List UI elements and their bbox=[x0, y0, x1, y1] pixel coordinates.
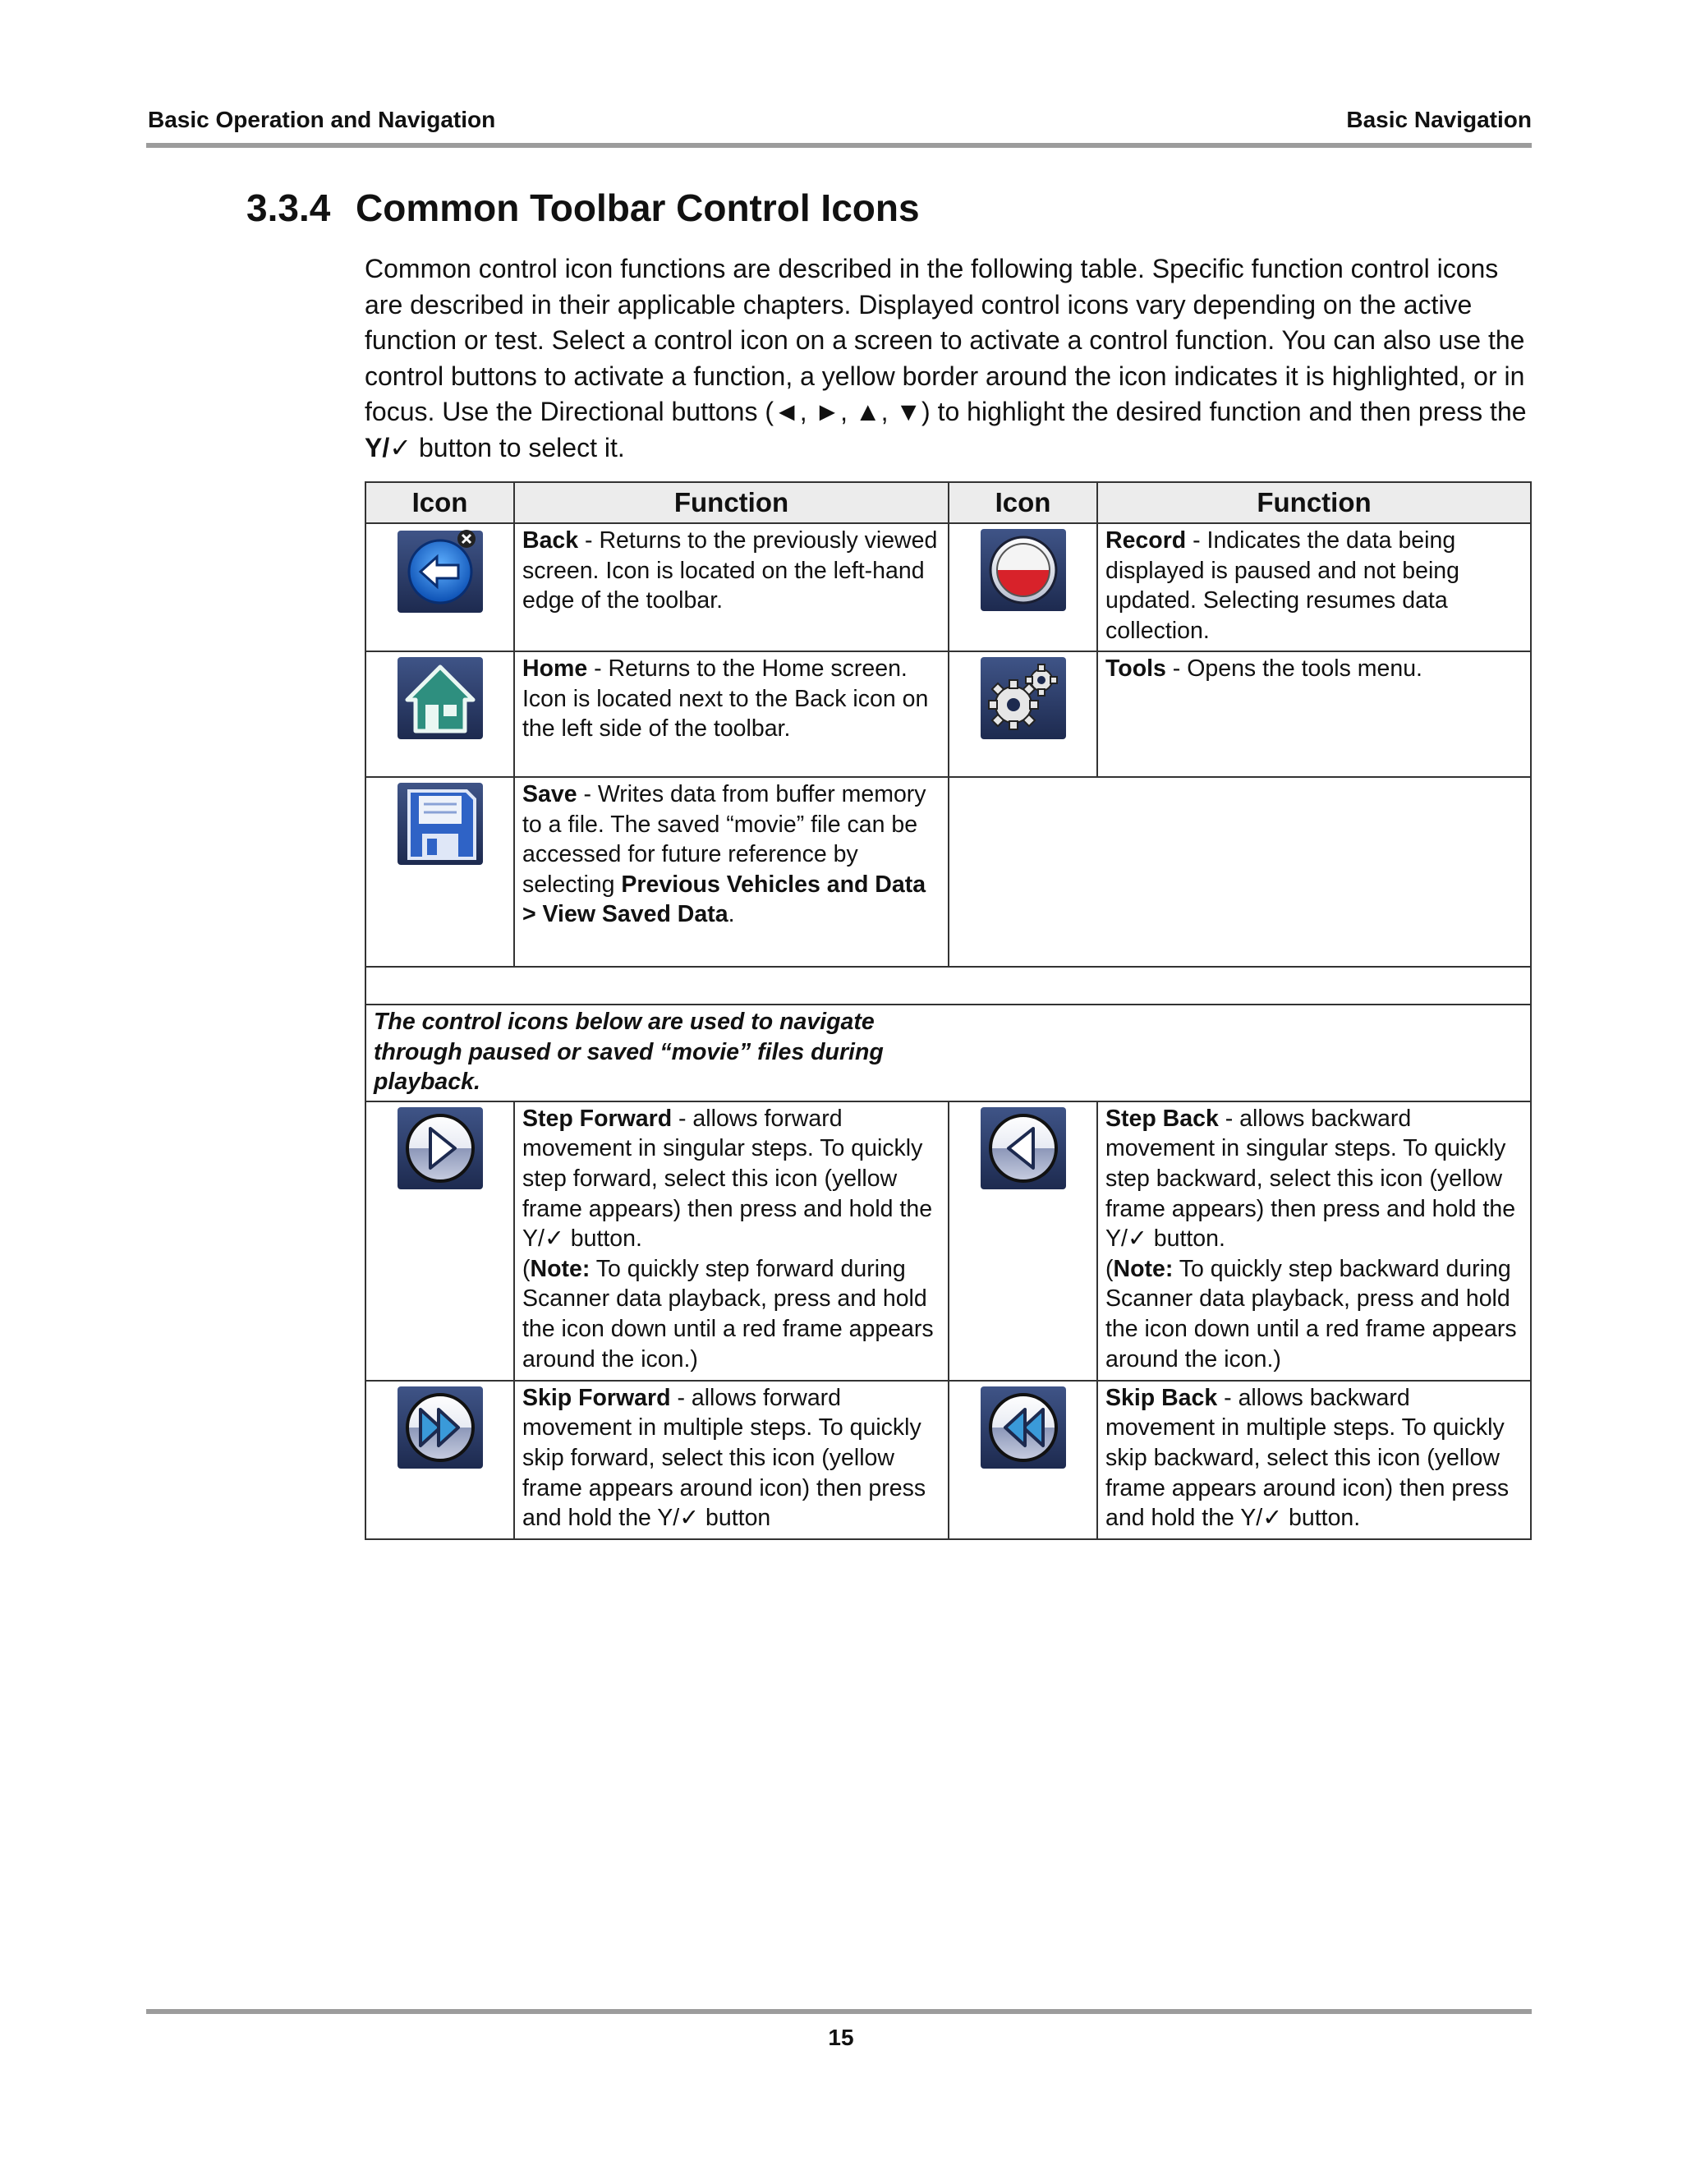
table-row bbox=[365, 1101, 1531, 1381]
skip-back-description bbox=[1097, 1381, 1531, 1539]
record-icon bbox=[979, 526, 1068, 614]
header-rule bbox=[146, 143, 1532, 148]
footer-rule bbox=[146, 2009, 1532, 2014]
home-text: - Returns to the Home screen. Icon is located next to the Back icon on the left side of the toolbar. bbox=[522, 655, 929, 743]
header-section-title: Basic Navigation bbox=[1346, 107, 1532, 132]
intro-text-end: button to select it. bbox=[411, 432, 625, 462]
col-header-function: Function bbox=[514, 482, 949, 523]
col-header-icon-2: Icon bbox=[949, 482, 1097, 523]
step-forward-description bbox=[514, 1101, 949, 1381]
spacer-cell bbox=[365, 967, 1531, 1005]
record-name: Record bbox=[1105, 527, 1187, 554]
playback-note: The control icons below are used to navigate through paused or saved “movie” files during playback. bbox=[374, 1009, 884, 1096]
checkmark-icon: ✓ bbox=[679, 1505, 700, 1532]
skip-forward-name: Skip Forward bbox=[522, 1384, 671, 1411]
section-heading bbox=[246, 186, 920, 230]
step-forward-note-open: ( bbox=[522, 1255, 531, 1282]
skip-forward-icon-cell bbox=[365, 1381, 514, 1539]
tools-name: Tools bbox=[1105, 655, 1166, 682]
col-header-icon: Icon bbox=[365, 482, 514, 523]
save-description bbox=[514, 777, 949, 967]
checkmark-icon: ✓ bbox=[1262, 1505, 1283, 1532]
spacer-row bbox=[365, 967, 1531, 1005]
intro-text: Common control icon functions are described in the following table. Specific function control icons are described in their applicable chapters. Displayed control icons vary depending on the active function or test. Select a control icon on a screen to activate a control function. You can also use the control buttons to activate a function, a yellow border around the icon indicates it is highlighted, or in focus. Use the Directional buttons (◄, ►, ▲, ▼) to highlight the desired function and then press the bbox=[365, 254, 1527, 426]
checkmark-icon: ✓ bbox=[544, 1225, 564, 1253]
page-number: 15 bbox=[828, 2025, 854, 2050]
table-row bbox=[365, 651, 1531, 777]
tools-icon-cell bbox=[949, 651, 1097, 777]
record-description bbox=[1097, 523, 1531, 651]
back-description bbox=[514, 523, 949, 651]
step-back-note-label: Note: bbox=[1113, 1255, 1174, 1282]
back-name: Back bbox=[522, 527, 579, 554]
step-forward-icon bbox=[396, 1104, 485, 1193]
skip-forward-text-2: button bbox=[699, 1505, 771, 1532]
skip-back-text: - allows backward movement in multiple steps. To quickly skip backward, select this icon (yellow frame appears around icon) then press and hold the Y/ bbox=[1105, 1384, 1510, 1532]
step-forward-text-2: button. bbox=[563, 1225, 642, 1253]
playback-note-cell bbox=[365, 1005, 1531, 1101]
section-title: Common Toolbar Control Icons bbox=[356, 186, 920, 229]
y-button-label: Y/✓ bbox=[365, 432, 412, 462]
step-forward-note: To quickly step forward during Scanner data playback, press and hold the icon down until a red frame appears around the icon.) bbox=[522, 1255, 934, 1372]
section-number: 3.3.4 bbox=[246, 186, 331, 229]
playback-note-row bbox=[365, 1005, 1531, 1101]
skip-back-text-2: button. bbox=[1282, 1505, 1361, 1532]
table-row bbox=[365, 777, 1531, 967]
floppy-disk-icon bbox=[396, 779, 485, 868]
table-row bbox=[365, 523, 1531, 651]
back-icon-cell bbox=[365, 523, 514, 651]
table-row bbox=[365, 1381, 1531, 1539]
skip-back-icon-cell bbox=[949, 1381, 1097, 1539]
step-forward-name: Step Forward bbox=[522, 1105, 673, 1132]
step-back-description bbox=[1097, 1101, 1531, 1381]
back-text: - Returns to the previously viewed screen. Icon is located on the left-hand edge of the toolbar. bbox=[522, 527, 938, 614]
step-forward-note-label: Note: bbox=[530, 1255, 591, 1282]
skip-back-icon bbox=[979, 1383, 1068, 1472]
step-back-note: To quickly step backward during Scanner data playback, press and hold the icon down until a red frame appears around the icon.) bbox=[1105, 1255, 1517, 1372]
save-text: - Writes data from buffer memory to a file. The saved “movie” file can be accessed for future reference by selecting bbox=[522, 781, 926, 898]
step-back-text: - allows backward movement in singular steps. To quickly step backward, select this icon (yellow frame appears) then press and hold the Y/ bbox=[1105, 1105, 1516, 1253]
step-back-icon-cell bbox=[949, 1101, 1097, 1381]
step-back-note-open: ( bbox=[1105, 1255, 1114, 1282]
skip-forward-icon bbox=[396, 1383, 485, 1472]
step-forward-text: - allows forward movement in singular steps. To quickly step forward, select this icon (yellow frame appears) then press and hold the Y/ bbox=[522, 1105, 933, 1253]
save-text-end: . bbox=[728, 901, 735, 928]
empty-cell bbox=[949, 777, 1531, 967]
home-name: Home bbox=[522, 655, 588, 682]
home-description bbox=[514, 651, 949, 777]
col-header-function-2: Function bbox=[1097, 482, 1531, 523]
table-header-row bbox=[365, 482, 1531, 523]
tools-text: - Opens the tools menu. bbox=[1165, 655, 1422, 682]
skip-forward-text: - allows forward movement in multiple steps. To quickly skip forward, select this icon (yellow frame appears around icon) then press and hold the Y/ bbox=[522, 1384, 926, 1532]
record-text: - Indicates the data being displayed is paused and not being updated. Selecting resumes data collection. bbox=[1105, 527, 1459, 644]
save-icon-cell bbox=[365, 777, 514, 967]
step-back-name: Step Back bbox=[1105, 1105, 1219, 1132]
checkmark-icon: ✓ bbox=[1127, 1225, 1147, 1253]
home-icon bbox=[396, 654, 485, 743]
skip-back-name: Skip Back bbox=[1105, 1384, 1218, 1411]
header-chapter-title: Basic Operation and Navigation bbox=[148, 107, 496, 132]
home-icon-cell bbox=[365, 651, 514, 777]
tools-description bbox=[1097, 651, 1531, 777]
step-forward-icon-cell bbox=[365, 1101, 514, 1381]
gears-icon bbox=[979, 654, 1068, 743]
toolbar-icons-table bbox=[365, 481, 1532, 1540]
skip-forward-description bbox=[514, 1381, 949, 1539]
record-icon-cell bbox=[949, 523, 1097, 651]
step-back-icon bbox=[979, 1104, 1068, 1193]
save-menu-path: Previous Vehicles and Data > View Saved Data bbox=[522, 871, 926, 928]
intro-paragraph bbox=[365, 251, 1532, 466]
step-back-text-2: button. bbox=[1147, 1225, 1225, 1253]
save-name: Save bbox=[522, 781, 577, 807]
back-arrow-icon bbox=[396, 526, 485, 614]
